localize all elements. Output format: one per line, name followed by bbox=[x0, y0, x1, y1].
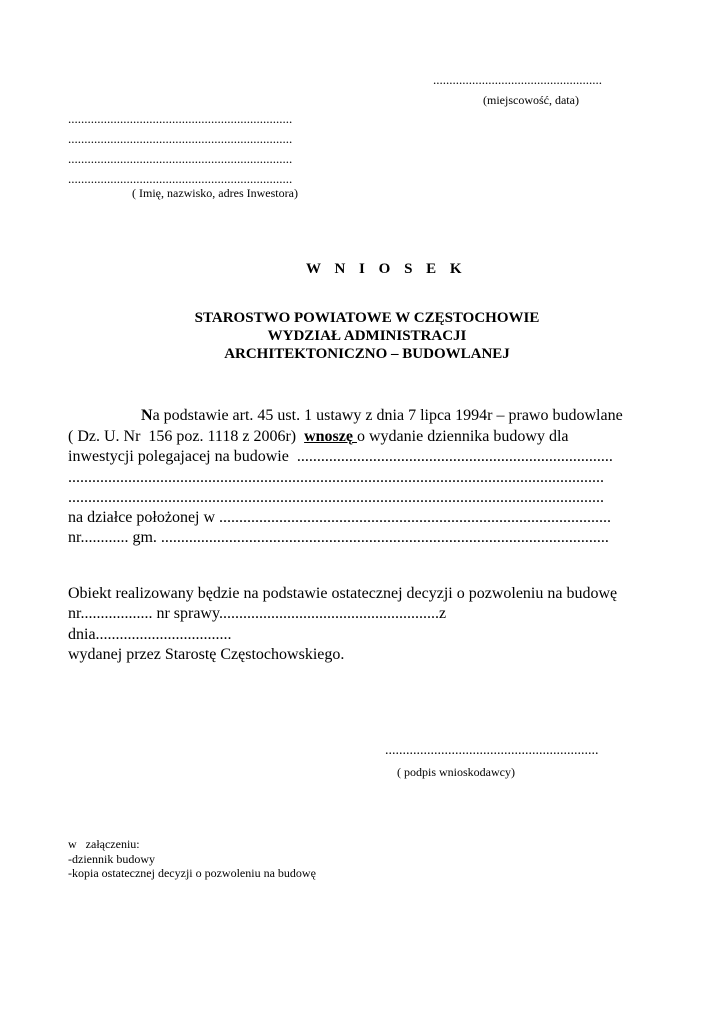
para1-line-4: ...................................................................................................................................... bbox=[68, 469, 604, 486]
signature-dots: ............................................................. bbox=[385, 743, 599, 758]
office-line-1: STAROSTWO POWIATOWE W CZĘSTOCHOWIE bbox=[194, 310, 540, 326]
para2-line-1: Obiekt realizowany będzie na podstawie ostatecznej decyzji o pozwoleniu na budowę bbox=[68, 585, 618, 602]
office-line-2: WYDZIAŁ ADMINISTRACJI bbox=[267, 328, 467, 344]
para1-line-1 bbox=[141, 406, 623, 426]
para1-line-3: inwestycji polegajacej na budowie ............................................................................... bbox=[68, 448, 613, 465]
para1-line-2-emph: wnoszę bbox=[304, 428, 357, 445]
para2-line-2: nr.................. nr sprawy.......................................................z bbox=[68, 605, 447, 622]
investor-line-1: ..................................................................... bbox=[68, 111, 293, 126]
investor-caption: ( Imię, nazwisko, adres Inwestora) bbox=[132, 186, 298, 200]
attachment-item-1: -dziennik budowy bbox=[68, 852, 155, 866]
para1-line-7: nr............ gm. ................................................................................................................ bbox=[68, 529, 609, 546]
signature-caption: ( podpis wnioskodawcy) bbox=[397, 765, 515, 779]
investor-line-2: ..................................................................... bbox=[68, 131, 293, 146]
attachment-item-2: -kopia ostatecznej decyzji o pozwoleniu na budowę bbox=[68, 866, 316, 880]
document-title: W N I O S E K bbox=[306, 261, 467, 277]
para1-line-2-pre: ( Dz. U. Nr 156 poz. 1118 z 2006r) bbox=[68, 428, 305, 445]
investor-line-3: ..................................................................... bbox=[68, 151, 293, 166]
para2-line-3: dnia.................................. bbox=[68, 626, 232, 643]
place-date-dots: .................................................... bbox=[433, 72, 602, 87]
para1-line-6: na działce położonej w .................................................................................................. bbox=[68, 509, 612, 526]
place-date-caption: (miejscowość, data) bbox=[483, 93, 579, 107]
para2-line-4: wydanej przez Starostę Częstochowskiego. bbox=[68, 646, 345, 663]
para1-lead-letter: N bbox=[141, 407, 153, 424]
para1-line-1-text: a podstawie art. 45 ust. 1 ustawy z dnia 7 lipca 1994r – prawo budowlane bbox=[152, 407, 623, 424]
office-line-3: ARCHITEKTONICZNO – BUDOWLANEJ bbox=[224, 346, 510, 362]
para1-line-5: ...................................................................................................................................... bbox=[68, 489, 604, 506]
para1-line-2-post: o wydanie dziennika budowy dla bbox=[356, 428, 569, 445]
para1-line-2 bbox=[68, 427, 568, 447]
attachments-heading: w załączeniu: bbox=[68, 837, 140, 851]
investor-line-4: ..................................................................... bbox=[68, 171, 293, 186]
